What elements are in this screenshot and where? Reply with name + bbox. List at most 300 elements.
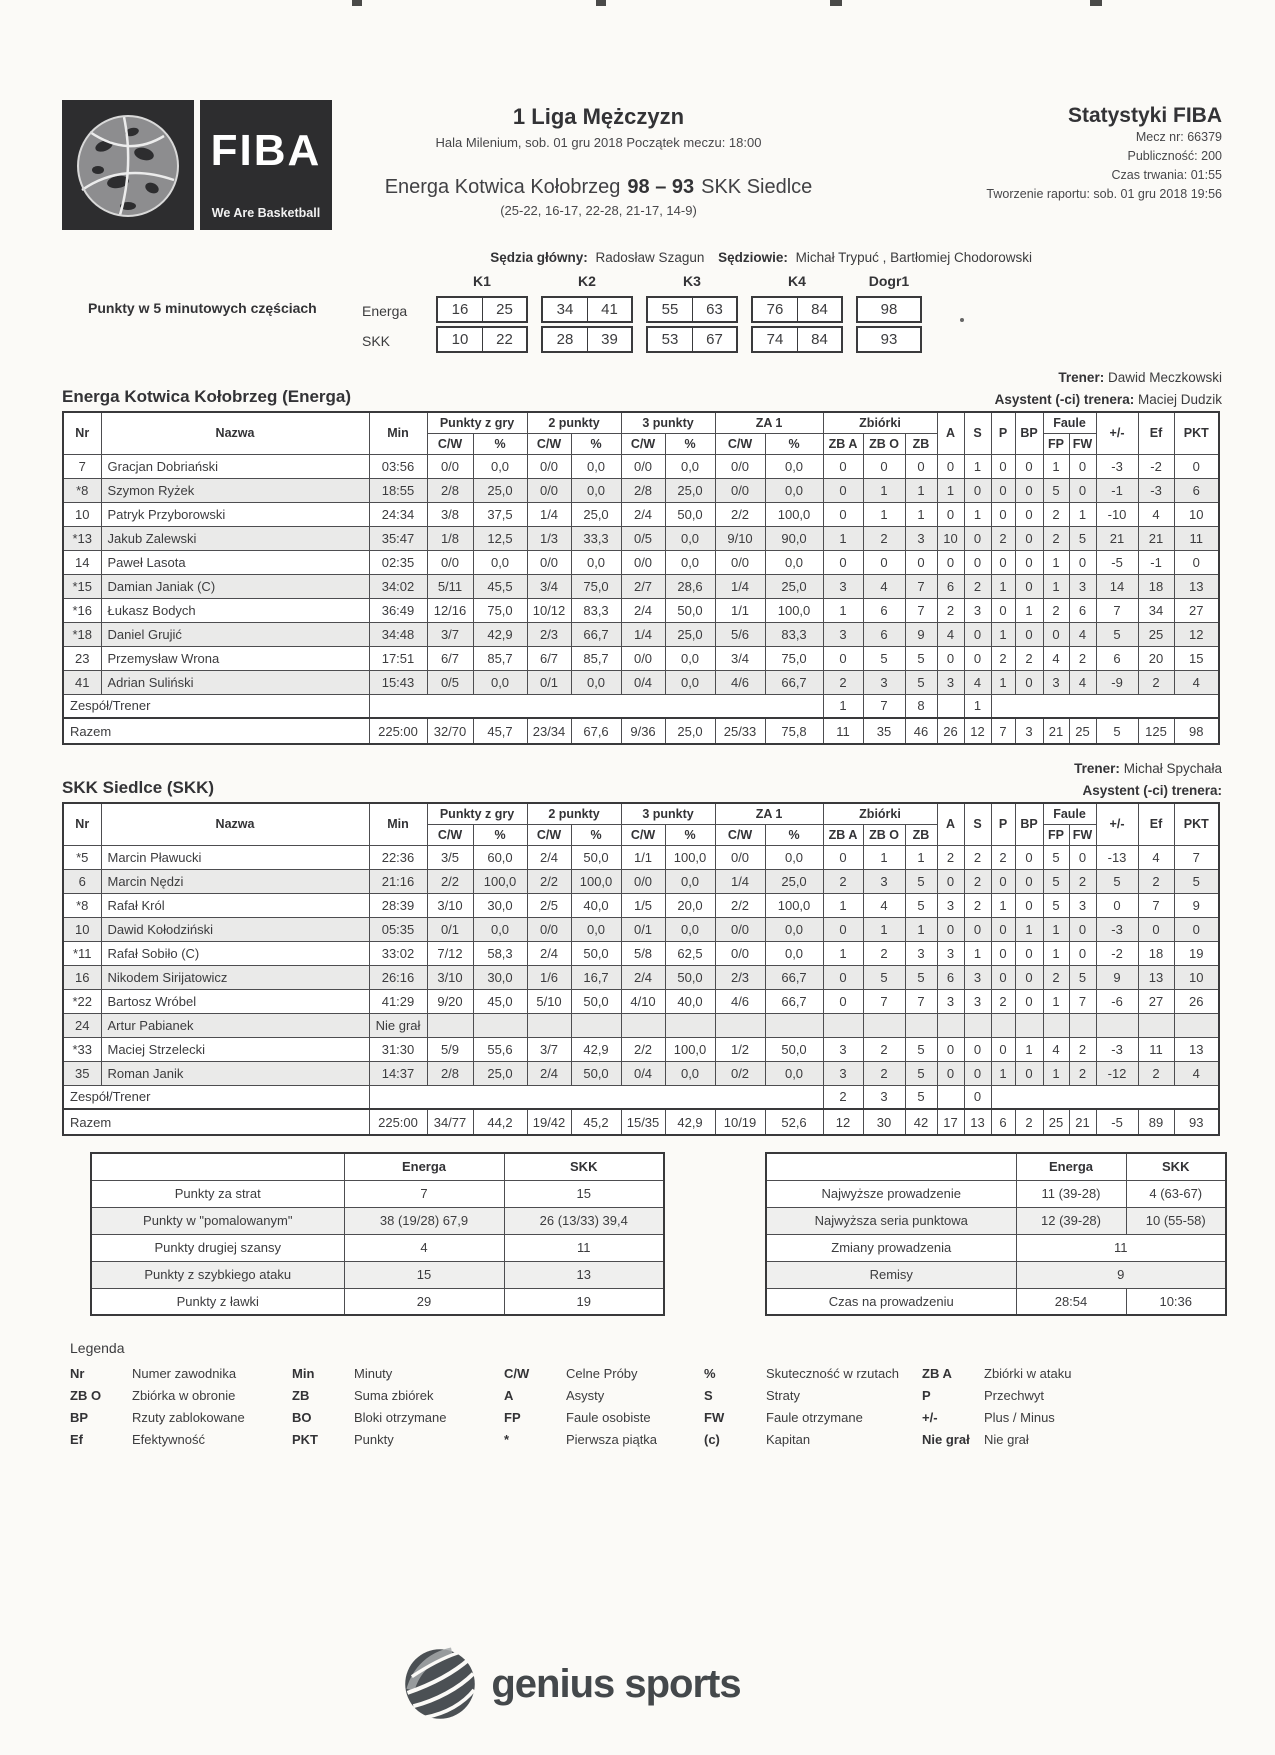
stat-cell: 1 [1015, 598, 1043, 622]
col-header-cw: C/W [527, 824, 571, 845]
stat-cell: 9 [1096, 965, 1138, 989]
stat-cell: 1 [991, 574, 1015, 598]
stat-cell: 0,0 [665, 869, 715, 893]
stat-cell: 5/9 [427, 1037, 473, 1061]
legend-value: Celne Próby [566, 1366, 638, 1381]
empty-cell [369, 694, 823, 718]
stat-cell: 5 [905, 1061, 937, 1085]
stat-cell: 67,6 [571, 718, 621, 744]
stat-cell: 0 [991, 550, 1015, 574]
quarter-score-box [436, 326, 528, 353]
stat-cell: 0 [823, 550, 863, 574]
scan-artifact [960, 318, 964, 322]
quarter-label: K4 [788, 273, 806, 289]
quarter-score-cell: 10 [451, 331, 469, 348]
quarter-score-cell: 98 [880, 301, 898, 318]
legend-value: Punkty [354, 1432, 394, 1447]
stat-cell: 0 [991, 478, 1015, 502]
summary-row [91, 1234, 664, 1261]
stat-cell: 0/0 [427, 454, 473, 478]
stat-cell: 0,0 [665, 670, 715, 694]
player-row [63, 550, 1219, 574]
summary-value: 11 [1016, 1234, 1226, 1261]
away-team-name: SKK Siedlce [701, 176, 813, 198]
stat-cell: 1 [1043, 1061, 1069, 1085]
col-header-treb: ZB [905, 824, 937, 845]
stat-cell: 0 [905, 550, 937, 574]
summary-label: Czas na prowadzeniu [766, 1288, 1016, 1315]
quarter-scores-label: Punkty w 5 minutowych częściach [88, 300, 317, 316]
energa-stats-table [62, 411, 1220, 745]
row-label: Razem [63, 1109, 369, 1135]
quarter-score-cell: 84 [797, 298, 841, 321]
stat-cell [1138, 1013, 1174, 1037]
stat-cell: 1 [991, 622, 1015, 646]
stat-cell: 0/0 [715, 917, 765, 941]
quarter-score-cell: 67 [692, 328, 736, 351]
stat-cell: 15:43 [369, 670, 427, 694]
stat-cell: 90,0 [765, 526, 823, 550]
stat-cell: 125 [1138, 718, 1174, 744]
stat-cell: 4 [1069, 670, 1096, 694]
col-header-blocks: BP [1015, 803, 1043, 845]
stat-cell: 0 [1069, 550, 1096, 574]
summary-value: 12 (39-28) [1016, 1207, 1126, 1234]
assistant-label: Asystent (-ci) trenera: [994, 392, 1135, 407]
stat-cell: 2 [823, 670, 863, 694]
stat-cell: 1 [1043, 989, 1069, 1013]
report-title: Statystyki FIBA [1067, 104, 1222, 127]
stat-cell: 2 [991, 646, 1015, 670]
stat-cell: 3 [863, 1085, 905, 1109]
stat-cell: 10 [937, 526, 964, 550]
stat-cell: 3 [905, 526, 937, 550]
skk-stats-body [63, 845, 1219, 1135]
player-row [63, 454, 1219, 478]
legend-value: Faule osobiste [566, 1410, 651, 1425]
stat-cell: 0 [964, 917, 991, 941]
fiba-word: FIBA [210, 126, 322, 175]
stat-cell: 0,0 [665, 550, 715, 574]
legend-value: Suma zbiórek [354, 1388, 434, 1403]
stat-cell: 3/10 [427, 965, 473, 989]
legend-key: Nr [70, 1366, 85, 1381]
stat-cell: 0 [991, 598, 1015, 622]
stat-cell: 6 [991, 1109, 1015, 1135]
col-header-2pt: 2 punkty [527, 803, 621, 824]
stat-cell: 0 [964, 646, 991, 670]
stat-cell: 0 [1015, 869, 1043, 893]
stat-cell: 0 [1069, 917, 1096, 941]
stat-cell: 1 [863, 917, 905, 941]
quarter-score-box [751, 296, 843, 323]
legend-item [70, 1410, 292, 1425]
col-header-rebounds: Zbiórki [823, 412, 937, 433]
stat-cell: 0 [863, 454, 905, 478]
stat-cell: 4 [1043, 646, 1069, 670]
header [62, 100, 1222, 230]
legend-key: * [504, 1432, 510, 1447]
stat-cell: -9 [1096, 670, 1138, 694]
stat-cell: 0 [964, 1061, 991, 1085]
stat-cell: 25 [1138, 622, 1174, 646]
stat-cell: 1 [905, 845, 937, 869]
stat-cell: 0/1 [621, 917, 665, 941]
stat-cell: 4 [1174, 1061, 1219, 1085]
energa-stats-body [63, 454, 1219, 744]
col-header-pct: % [765, 824, 823, 845]
stat-cell: 2 [991, 526, 1015, 550]
stat-cell: 2 [991, 989, 1015, 1013]
player-name: Artur Pabianek [101, 1013, 369, 1037]
quarter-column [436, 273, 528, 356]
stat-cell: 5 [1043, 845, 1069, 869]
stat-cell: 1/6 [527, 965, 571, 989]
col-header-points: PKT [1174, 803, 1219, 845]
stat-cell: 2 [1015, 646, 1043, 670]
coach-line-energa [62, 370, 1222, 385]
legend-key: Ef [70, 1432, 83, 1447]
summary-value: 11 (39-28) [1016, 1180, 1126, 1207]
stat-cell: 12,5 [473, 526, 527, 550]
player-number: 7 [63, 454, 101, 478]
stat-cell: 42,9 [665, 1109, 715, 1135]
stat-cell: 2/2 [427, 869, 473, 893]
stat-cell: 03:56 [369, 454, 427, 478]
player-number: *8 [63, 893, 101, 917]
stat-cell: 2/8 [427, 478, 473, 502]
genius-sports-wordmark: genius sports [491, 1661, 741, 1706]
quarter-column [856, 273, 922, 356]
stat-cell [937, 1085, 964, 1109]
legend-item [70, 1366, 292, 1381]
stat-cell: 66,7 [571, 622, 621, 646]
player-row [63, 965, 1219, 989]
stat-cell: 0,0 [765, 917, 823, 941]
legend-key: (c) [704, 1432, 720, 1447]
summary-corner [766, 1153, 1016, 1180]
legend-key: ZB O [70, 1388, 102, 1403]
quarter-score-cell: 84 [797, 328, 841, 351]
stat-cell: 2 [1043, 598, 1069, 622]
row-label: Zespół/Trener [63, 1085, 369, 1109]
stat-cell: 30 [863, 1109, 905, 1135]
summary-label: Punkty z ławki [91, 1288, 344, 1315]
stat-cell [571, 1013, 621, 1037]
quarter-column [751, 273, 843, 356]
stat-cell: 5/11 [427, 574, 473, 598]
stats-header [63, 412, 1219, 454]
stat-cell: 45,5 [473, 574, 527, 598]
stat-cell: 0 [937, 1037, 964, 1061]
stat-cell: 18 [1138, 574, 1174, 598]
stat-cell: 0 [937, 869, 964, 893]
player-row [63, 893, 1219, 917]
stat-cell: -3 [1096, 1037, 1138, 1061]
legend-item [704, 1366, 922, 1381]
stat-cell: 46 [905, 718, 937, 744]
player-number: *33 [63, 1037, 101, 1061]
stat-cell: 0,0 [665, 1061, 715, 1085]
stat-cell: 2 [964, 893, 991, 917]
stat-cell: -12 [1096, 1061, 1138, 1085]
quarter-team-labels [362, 273, 424, 356]
stat-cell: 26:16 [369, 965, 427, 989]
stat-cell: 0 [1015, 454, 1043, 478]
stat-cell: 4/10 [621, 989, 665, 1013]
stat-cell: 6 [937, 965, 964, 989]
legend-key: PKT [292, 1432, 318, 1447]
summary-col-header: SKK [504, 1153, 664, 1180]
legend [62, 1340, 1222, 1447]
stat-cell: 0 [964, 622, 991, 646]
col-header-ft: ZA 1 [715, 412, 823, 433]
points-breakdown-table [90, 1152, 665, 1316]
report-meta [857, 100, 1222, 204]
legend-item [704, 1388, 922, 1403]
player-row [63, 622, 1219, 646]
stat-cell: 1 [991, 1061, 1015, 1085]
officials-line [62, 250, 1222, 265]
row-label: Razem [63, 718, 369, 744]
stat-cell: 2 [1069, 646, 1096, 670]
stat-cell: 0 [1015, 941, 1043, 965]
legend-item [922, 1410, 1222, 1425]
stat-cell: 1 [991, 893, 1015, 917]
summary-value: 10 (55-58) [1126, 1207, 1226, 1234]
stat-cell [863, 1013, 905, 1037]
stat-cell: 0/1 [427, 917, 473, 941]
stat-cell: 0/0 [621, 869, 665, 893]
quarter-label: K2 [578, 273, 596, 289]
stat-cell: 14:37 [369, 1061, 427, 1085]
stat-cell: 30,0 [473, 893, 527, 917]
stat-cell: -3 [1096, 917, 1138, 941]
stat-cell: 11 [823, 718, 863, 744]
quarter-score-box [541, 296, 633, 323]
summary-corner [91, 1153, 344, 1180]
quarter-score-box [751, 326, 843, 353]
quarter-scores [62, 273, 1222, 356]
stat-cell: 4 [1138, 845, 1174, 869]
player-name: Marcin Nędzi [101, 869, 369, 893]
stat-cell: 100,0 [571, 869, 621, 893]
col-header-efficiency: Ef [1138, 803, 1174, 845]
stat-cell: 1 [964, 941, 991, 965]
stat-cell: 0 [1069, 478, 1096, 502]
stat-cell: 16,7 [571, 965, 621, 989]
stat-cell: 0/0 [527, 478, 571, 502]
scan-artifact [1090, 0, 1102, 6]
match-header [340, 100, 857, 218]
stat-cell: 0 [823, 502, 863, 526]
summary-value: 28:54 [1016, 1288, 1126, 1315]
coach-line-skk [62, 761, 1222, 776]
stat-cell: 0 [1015, 893, 1043, 917]
stat-cell: 42 [905, 1109, 937, 1135]
legend-value: Efektywność [132, 1432, 205, 1447]
legend-key: FW [704, 1410, 725, 1425]
stat-cell: 9/10 [715, 526, 765, 550]
stat-cell: 2 [991, 845, 1015, 869]
summary-row [91, 1288, 664, 1315]
legend-item [704, 1432, 922, 1447]
quarter-label: K3 [683, 273, 701, 289]
player-number: 24 [63, 1013, 101, 1037]
summary-value: 15 [344, 1261, 504, 1288]
stat-cell: 2 [1138, 1061, 1174, 1085]
stat-cell: 50,0 [665, 965, 715, 989]
stat-cell: 5 [905, 1037, 937, 1061]
legend-value: Nie grał [984, 1432, 1029, 1447]
stat-cell: 21 [1096, 526, 1138, 550]
summary-row [91, 1180, 664, 1207]
stat-cell: 8 [905, 694, 937, 718]
legend-value: Rzuty zablokowane [132, 1410, 245, 1425]
legend-value: Zbiórka w obronie [132, 1388, 236, 1403]
player-name: Rafał Król [101, 893, 369, 917]
stat-cell: 11 [1174, 526, 1219, 550]
legend-value: Asysty [566, 1388, 605, 1403]
stat-cell: 33:02 [369, 941, 427, 965]
player-number: 23 [63, 646, 101, 670]
stat-cell: 2 [1043, 965, 1069, 989]
genius-sports-globe-icon [403, 1647, 477, 1721]
stat-cell: 5 [905, 869, 937, 893]
stat-cell: 2/2 [715, 893, 765, 917]
stat-cell: 35 [863, 718, 905, 744]
stat-cell [765, 1013, 823, 1037]
stat-cell: 2/3 [527, 622, 571, 646]
legend-value: Zbiórki w ataku [984, 1366, 1072, 1381]
stat-cell: 24:34 [369, 502, 427, 526]
player-name: Rafał Sobiło (C) [101, 941, 369, 965]
stat-cell: 5 [863, 965, 905, 989]
stat-cell: 23/34 [527, 718, 571, 744]
col-header-2pt: 2 punkty [527, 412, 621, 433]
col-header-fouls: Faule [1043, 803, 1096, 824]
fiba-wordmark [200, 100, 332, 230]
stat-cell: 5 [905, 1085, 937, 1109]
stat-cell: 2/4 [527, 941, 571, 965]
stat-cell [621, 1013, 665, 1037]
summary-label: Punkty drugiej szansy [91, 1234, 344, 1261]
stat-cell: 5 [1096, 869, 1138, 893]
stat-cell: 21 [1043, 718, 1069, 744]
stat-cell: 0 [1043, 622, 1069, 646]
col-header-treb: ZB [905, 433, 937, 454]
stat-cell: 37,5 [473, 502, 527, 526]
stat-cell: -6 [1096, 989, 1138, 1013]
skk-stats-table [62, 802, 1220, 1136]
coach-label: Trener: [1058, 370, 1105, 385]
stat-cell [1174, 1013, 1219, 1037]
col-header-min: Min [369, 412, 427, 454]
head-referee-label: Sędzia główny: [490, 250, 588, 265]
stat-cell: 0 [1015, 845, 1043, 869]
stat-cell: Nie grał [369, 1013, 427, 1037]
stat-cell: 5 [1043, 869, 1069, 893]
stat-cell: 21 [1069, 1109, 1096, 1135]
stat-cell: 3 [937, 989, 964, 1013]
stat-cell: 5 [1174, 869, 1219, 893]
stat-cell: 85,7 [473, 646, 527, 670]
stat-cell: 0,0 [571, 670, 621, 694]
stat-cell: 5 [905, 965, 937, 989]
stat-cell: 0 [1069, 941, 1096, 965]
stat-cell: 0/0 [527, 550, 571, 574]
stat-cell: 66,7 [765, 965, 823, 989]
stat-cell: 225:00 [369, 1109, 427, 1135]
stat-cell: -2 [1096, 941, 1138, 965]
player-number: 10 [63, 917, 101, 941]
col-header-oreb: ZB A [823, 433, 863, 454]
col-header-fouls: Faule [1043, 412, 1096, 433]
fiba-tagline: We Are Basketball [211, 206, 321, 220]
scan-artifact [352, 0, 362, 6]
stat-cell: 26 [1174, 989, 1219, 1013]
summary-row [91, 1261, 664, 1288]
stat-cell: 15/35 [621, 1109, 665, 1135]
stat-cell [823, 1013, 863, 1037]
stat-cell: 5 [1096, 718, 1138, 744]
stat-cell: 31:30 [369, 1037, 427, 1061]
stat-cell: 2 [823, 869, 863, 893]
stat-cell: 26 [937, 718, 964, 744]
legend-item [292, 1410, 504, 1425]
summary-label: Najwyższa seria punktowa [766, 1207, 1016, 1234]
player-number: *8 [63, 478, 101, 502]
col-header-ft: ZA 1 [715, 803, 823, 824]
legend-item [292, 1432, 504, 1447]
player-number: *22 [63, 989, 101, 1013]
col-header-name: Nazwa [101, 803, 369, 845]
quarter-score-cell: 28 [556, 331, 574, 348]
stat-cell: -3 [1138, 478, 1174, 502]
stat-cell: 0 [964, 550, 991, 574]
stat-cell: 0/0 [715, 941, 765, 965]
stat-cell: 100,0 [765, 893, 823, 917]
player-number: 16 [63, 965, 101, 989]
col-header-pct: % [665, 433, 715, 454]
row-label: Zespół/Trener [63, 694, 369, 718]
stat-cell: 1 [823, 598, 863, 622]
stat-cell: 83,3 [765, 622, 823, 646]
stat-cell: 0,0 [473, 917, 527, 941]
stat-cell: 75,0 [765, 646, 823, 670]
stat-cell: 0,0 [765, 941, 823, 965]
col-header-efficiency: Ef [1138, 412, 1174, 454]
stat-cell: 2/2 [621, 1037, 665, 1061]
stat-cell: 36:49 [369, 598, 427, 622]
stat-cell: 7 [1096, 598, 1138, 622]
stat-cell [715, 1013, 765, 1037]
legend-item [704, 1410, 922, 1425]
summary-value: 38 (19/28) 67,9 [344, 1207, 504, 1234]
stat-cell: 0 [823, 454, 863, 478]
stat-cell: 2/2 [715, 502, 765, 526]
stat-cell: 1 [863, 502, 905, 526]
player-name: Nikodem Sirijatowicz [101, 965, 369, 989]
stat-cell: 1 [1043, 917, 1069, 941]
stat-cell: 0 [937, 454, 964, 478]
stat-cell: 93 [1174, 1109, 1219, 1135]
legend-item [504, 1432, 704, 1447]
stat-cell: 4 [1174, 670, 1219, 694]
stat-cell: 0,0 [473, 670, 527, 694]
stat-cell: 0 [937, 550, 964, 574]
stat-cell: 1 [1043, 574, 1069, 598]
